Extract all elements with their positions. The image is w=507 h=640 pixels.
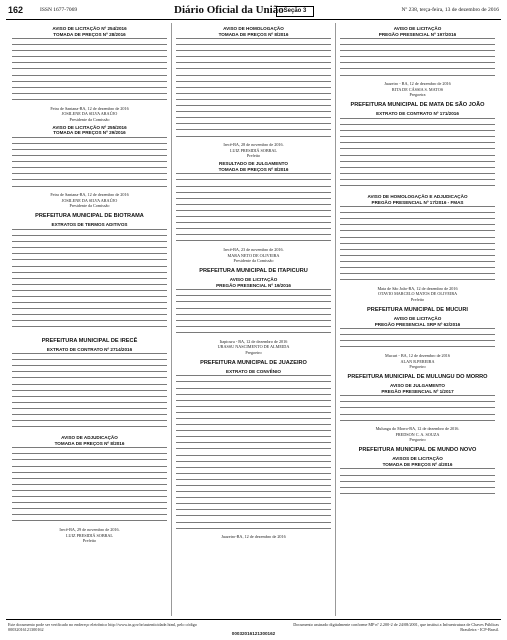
notice-title: AVISO DE LICITAÇÃO xyxy=(393,316,442,322)
notice-subtitle: PREGÃO PRESENCIAL SRP Nº 62/2016 xyxy=(374,321,461,327)
body-text-line xyxy=(340,346,495,352)
notice-subtitle: TOMADA DE PREÇOS Nº 8/2016 xyxy=(218,31,289,37)
signature-name: OTAVIO MARCELO MATOS DE OLIVEIRA xyxy=(377,291,458,297)
signature-date: Irecê-BA, 23 de novembro de 2016. xyxy=(223,247,284,252)
page-number: 162 xyxy=(8,5,24,15)
notice-title: AVISOS DE LICITAÇÃO xyxy=(392,456,443,462)
signature-date: Juazeiro - BA, 12 de dezembro de 2016 xyxy=(384,81,451,87)
column-2 xyxy=(171,23,335,616)
municipality-heading: PREFEITURA MUNICIPAL DE IRECÊ xyxy=(41,337,138,344)
signature-role: Pregoeira xyxy=(409,92,426,98)
page-footer xyxy=(8,622,499,636)
header-rule xyxy=(6,19,501,20)
notice-title: AVISO DE HOMOLOGAÇÃO xyxy=(223,26,284,31)
signature-role: Prefeito xyxy=(82,538,97,544)
signature-role: Prefeito xyxy=(246,153,261,159)
signature-date: Juazeiro-BA, 12 de dezembro de 2016 xyxy=(221,534,286,540)
body-text-line xyxy=(176,528,331,534)
signature-name: JOSILENE DA SILVA ARAÚJO xyxy=(61,111,118,117)
signature-date: Irecê-BA, 29 de novembro de 2016. xyxy=(59,526,120,532)
signature-date: Feira de Santana-BA, 12 de dezembro de 2016 xyxy=(50,192,129,198)
municipality-heading: PREFEITURA MUNICIPAL DE ITAPICURU xyxy=(199,268,308,275)
section-badge: Seção 3 xyxy=(276,6,314,17)
signature-role: Presidente da Comissão xyxy=(233,258,274,264)
notice-subtitle: TOMADA DE PREÇOS Nº 4/2016 xyxy=(382,461,453,467)
signature-date: Irecê-BA, 28 de novembro de 2016. xyxy=(223,142,284,148)
footer-rule xyxy=(6,619,501,620)
signature-name: URASSU NASCIMENTO DE ALMEIDA xyxy=(217,344,290,350)
signature-role: Presidente da Comissão xyxy=(69,203,110,209)
municipality-heading: PREFEITURA MUNICIPAL DE MULUNGU DO MORRO xyxy=(347,374,488,381)
notice-subtitle: TOMADA DE PREÇOS Nº 28/2016 xyxy=(53,31,126,37)
body-text-line xyxy=(176,240,331,246)
columns xyxy=(8,23,499,616)
body-text-line xyxy=(12,99,167,105)
signature-role: Pregoeiro xyxy=(409,364,426,370)
notice-subtitle: TOMADA DE PREÇOS Nº 29/2016 xyxy=(53,130,126,136)
notice-subtitle: PREGÃO PRESENCIAL Nº 1/2017 xyxy=(381,388,454,394)
body-text-line xyxy=(176,332,331,338)
notice-subtitle: TOMADA DE PREÇOS Nº 8/2016 xyxy=(54,440,125,446)
notice-title: AVISO DE ADJUDICAÇÃO xyxy=(61,435,118,441)
notice-title: AVISO DE LICITAÇÃO Nº 255/2016 xyxy=(52,124,127,130)
notice-title: EXTRATO DE CONTRATO Nº 171/2016 xyxy=(376,111,459,117)
signature-date: Feira de Santana-BA, 12 de dezembro de 2016 xyxy=(50,105,129,111)
notice-title: AVISO DE JULGAMENTO xyxy=(390,383,445,389)
body-text-line xyxy=(12,426,167,432)
notice-title: EXTRATO DE CONTRATO Nº 2714/2016 xyxy=(46,346,133,352)
municipality-heading: PREFEITURA MUNICIPAL DE BIOTRAMA xyxy=(35,213,144,220)
page-header xyxy=(6,4,501,18)
body-text-line xyxy=(176,136,331,142)
notice-subtitle: TOMADA DE PREÇOS Nº 8/2016 xyxy=(218,166,289,172)
municipality-heading: PREFEITURA MUNICIPAL DE MUCURI xyxy=(367,307,468,314)
municipality-heading: PREFEITURA MUNICIPAL DE MUNDO NOVO xyxy=(358,447,477,454)
signature-name: LUIZ PRESIDIÁ SOBRAL xyxy=(66,532,113,538)
journal-title: Diário Oficial da União xyxy=(174,4,284,16)
body-text-line xyxy=(340,185,495,191)
digital-signature-note: Documento assinado digitalmente conforme MP nº 2.200-2 de 24/08/2001, que institui a Infraestrutura de Chaves Públicas Brasileira - ICP-Brasil. xyxy=(293,622,499,632)
signature-date: Mulungu do Morro-BA, 12 de dezembro de 2016. xyxy=(375,426,460,432)
notice-title: AVISO DE LICITAÇÃO xyxy=(393,26,442,31)
signature-name: LUIZ PRESIDIÁ SOBRAL xyxy=(230,147,277,153)
body-text-line xyxy=(12,520,167,526)
body-text-line xyxy=(340,279,495,285)
signature-date: Mucuri - BA, 12 de dezembro de 2016 xyxy=(385,352,450,358)
signature-name: ALAN R.PEREIRA xyxy=(400,358,435,364)
notice-subtitle: PREGÃO PRESENCIAL Nº 17/2016 - FMAS xyxy=(371,199,464,205)
notice-title: AVISO DE HOMOLOGAÇÃO E ADJUDICAÇÃO xyxy=(367,194,468,200)
notice-title: AVISO DE LICITAÇÃO xyxy=(229,277,278,283)
body-text-line xyxy=(12,326,167,332)
column-1 xyxy=(8,23,171,616)
signature-role: Prefeito xyxy=(410,296,425,302)
signature-name: RITA DE CÁSSIA S. MATOS xyxy=(391,86,444,92)
signature-name: JOSILENE DA SILVA ARAÚJO xyxy=(61,197,118,203)
signature-date: Itapicuru - BA, 12 de dezembro de 2016 xyxy=(219,338,288,344)
notice-title: RESULTADO DE JULGAMENTO xyxy=(219,161,288,167)
signature-name: FREDSON C. A. SOUZA xyxy=(395,431,440,437)
notice-title: EXTRATO DE CONVÊNIO xyxy=(226,368,281,374)
body-text-line xyxy=(12,186,167,192)
signature-date: Mata de São João-BA, 12 de dezembro de 2016 xyxy=(377,285,458,291)
column-3 xyxy=(335,23,499,616)
notice-title: EXTRATOS DE TERMOS ADITIVOS xyxy=(51,222,128,228)
municipality-heading: PREFEITURA MUNICIPAL DE MATA DE SÃO JOÃO xyxy=(350,102,485,109)
body-text-line xyxy=(340,493,495,499)
signature-role: Presidente da Comissão xyxy=(69,116,110,122)
verification-note: Este documento pode ser verificado no endereço eletrônico http://www.in.gov.br/autenticidade.html, pelo código 00032016121300162 xyxy=(8,622,197,632)
document-code: 00032016121300162 xyxy=(231,631,276,636)
signature-role: Pregoeiro xyxy=(245,349,262,355)
issn: ISSN 1677-7069 xyxy=(40,7,78,13)
body-text-line xyxy=(340,420,495,426)
issue-info: Nº 238, terça-feira, 13 de dezembro de 2016 xyxy=(401,7,499,13)
notice-subtitle: PREGÃO PRESENCIAL Nº 19/2016 xyxy=(216,282,291,288)
notice-subtitle: PREGÃO PRESENCIAL Nº 197/2016 xyxy=(378,31,457,37)
signature-name: MARA NETO DE OLIVEIRA xyxy=(227,252,280,258)
signature-role: Pregoeiro xyxy=(409,437,426,443)
body-text-line xyxy=(340,75,495,81)
notice-title: AVISO DE LICITAÇÃO Nº 254/2016 xyxy=(52,26,127,31)
municipality-heading: PREFEITURA MUNICIPAL DE JUAZEIRO xyxy=(200,359,307,366)
